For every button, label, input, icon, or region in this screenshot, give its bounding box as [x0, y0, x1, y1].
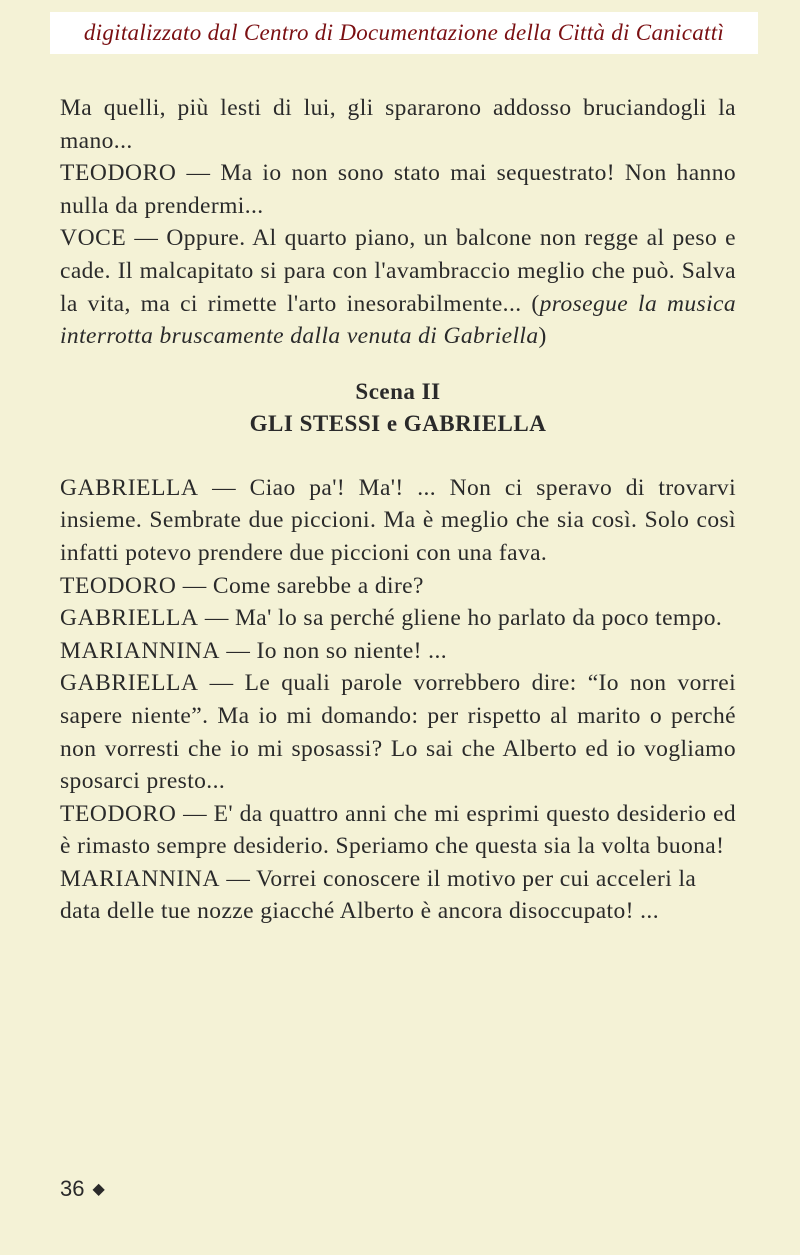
speaker-name: MARIANNINA: [60, 865, 221, 892]
speaker-name: VOCE: [60, 225, 127, 252]
scene-title: Scena II: [355, 378, 441, 404]
dialogue-line: [60, 667, 736, 797]
speaker-name: TEODORO: [60, 800, 177, 827]
speech-text: Io non so niente! ...: [256, 637, 447, 664]
speaker-name: GABRIELLA: [60, 605, 199, 632]
speaker-name: TEODORO: [60, 572, 177, 599]
dialogue-line: [60, 863, 736, 928]
watermark-banner: [50, 12, 758, 54]
dash-separator: —: [198, 605, 236, 632]
speaker-name: GABRIELLA: [60, 670, 199, 697]
stage-direction: prosegue la musica interrotta bruscamente dalla venuta di Gabriella: [60, 290, 736, 350]
speech-teodoro-intro: [60, 157, 736, 222]
speaker-name: MARIANNINA: [60, 637, 221, 664]
speech-text: Le quali parole vorrebbero dire: “Io non vorrei sapere niente”. Ma io mi domando: per rispetto al marito o perché non vorresti che io mi sposassi? Lo sai che Alberto ed io vogliamo sposarci presto...: [60, 670, 737, 795]
dash-separator: —: [126, 225, 167, 252]
dialogue-line: [60, 472, 736, 570]
dash-separator: —: [176, 572, 213, 599]
page-footer: [60, 1176, 105, 1202]
dialogue-line: [60, 798, 736, 863]
diamond-ornament-icon: ◆: [92, 1181, 105, 1198]
speech-text: Ma io non sono stato mai sequestrato! Non hanno nulla da prendermi...: [60, 160, 736, 219]
speech-text: Oppure. Al quarto piano, un balcone non regge al peso e cade. Il malcapitato si para con l'avambraccio meglio che può. Salva la vita, ma ci rimette l'arto inesorabilmente...: [60, 225, 736, 317]
page-text: [60, 92, 736, 928]
dialogue-line: [60, 602, 736, 635]
dialogue-line: [60, 570, 736, 603]
dash-separator: —: [198, 670, 245, 697]
watermark-text: digitalizzato dal Centro di Documentazione della Città di Canicattì: [83, 20, 725, 45]
speech-text: Come sarebbe a dire?: [212, 572, 424, 599]
dash-separator: —: [176, 800, 214, 827]
page-number: 36: [60, 1176, 85, 1201]
speech-text: E' da quattro anni che mi esprimi questo desiderio ed è rimasto sempre desiderio. Speriamo che questa sia la volta buona!: [60, 800, 736, 860]
dash-separator: —: [220, 637, 257, 664]
dash-separator: —: [220, 865, 257, 892]
dash-separator: —: [198, 474, 250, 501]
speech-text: Ciao pa'! Ma'! ... Non ci speravo di trovarvi insieme. Sembrate due piccioni. Ma è meglio che sia così. Solo così infatti potevo prendere due piccioni con una fava.: [60, 474, 736, 566]
speaker-name: GABRIELLA: [60, 474, 199, 501]
intro-paragraph: Ma quelli, più lesti di lui, gli spararono addosso bruciandogli la mano...: [60, 95, 736, 154]
scene-cast: GLI STESSI e GABRIELLA: [249, 410, 547, 436]
speech-voce: VOCE — Oppure. Al quarto piano, un balcone non regge al peso e cade. Il malcapitato si para con l'avambraccio meglio che può. Salva la vita, ma ci rimette l'arto inesorabilmente... (prosegue la musica interrotta bruscamente dalla venuta di Gabriella): [60, 225, 736, 350]
speech-text: Vorrei conoscere il motivo per cui acceleri la data delle tue nozze giacché Alberto è ancora disoccupato! ...: [60, 865, 697, 925]
speech-text: Ma' lo sa perché gliene ho parlato da poco tempo.: [235, 605, 723, 632]
dash-separator: —: [176, 160, 221, 187]
speaker-name: TEODORO: [60, 160, 177, 187]
dialogue-line: [60, 635, 736, 668]
